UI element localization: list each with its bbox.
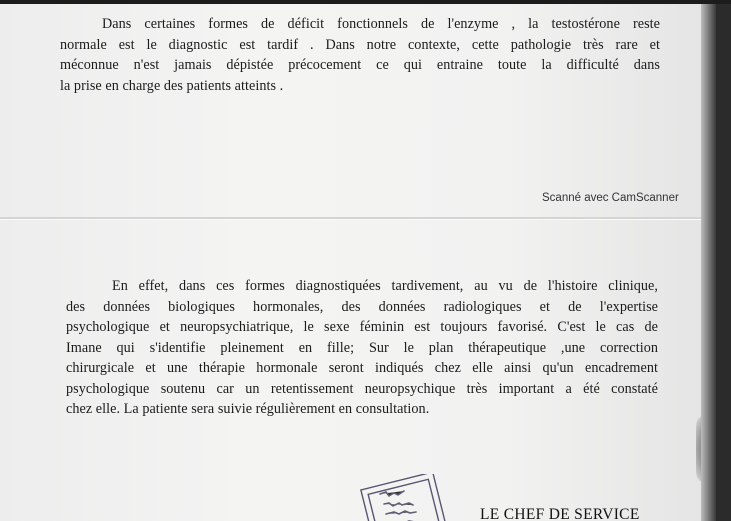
paragraph-1 (60, 14, 660, 96)
paragraph-2-line: chez elle. La patiente sera suivie régulièrement en consultation. (66, 401, 430, 417)
paragraph-2 (66, 276, 658, 420)
paragraph-2-line: chirurgicale et une thérapie hormonale seront indiqués chez elle ainsi qu'un encadrement (66, 360, 658, 376)
sheet-divider (0, 217, 716, 219)
official-stamp-icon (360, 474, 450, 521)
paragraph-2-line: Imane qui s'identifie pleinement en fille; Sur le plan thérapeutique ,une correction (66, 339, 658, 356)
paragraph-1-line: méconnue n'est jamais dépistée précocement ce qui entraine toute la difficulté dans (60, 57, 660, 73)
paragraph-2-line: psychologique et neuropsychiatrique, le sexe féminin est toujours favorisé. C'est le cas de (66, 319, 658, 335)
paragraph-1-line: Dans certaines formes de déficit fonctionnels de l'enzyme , la testostérone reste (102, 16, 660, 32)
paragraph-2-line: des données biologiques hormonales, des données radiologiques et de l'expertise (66, 298, 658, 315)
page-edge (701, 4, 716, 521)
signature-title: LE CHEF DE SERVICE (480, 506, 640, 521)
paragraph-1-line: normale est le diagnostic est tardif . Dans notre contexte, cette pathologie très rare et (60, 36, 660, 53)
paragraph-2-line: En effet, dans ces formes diagnostiquées tardivement, au vu de l'histoire clinique, (112, 278, 658, 294)
camscanner-watermark: Scanné avec CamScanner (542, 192, 679, 204)
paragraph-2-line: psychologique soutenu car un retentissement neuropsychique très important a été constaté (66, 380, 658, 397)
paragraph-1-line: la prise en charge des patients atteints . (60, 77, 284, 94)
scanned-page (0, 4, 716, 521)
